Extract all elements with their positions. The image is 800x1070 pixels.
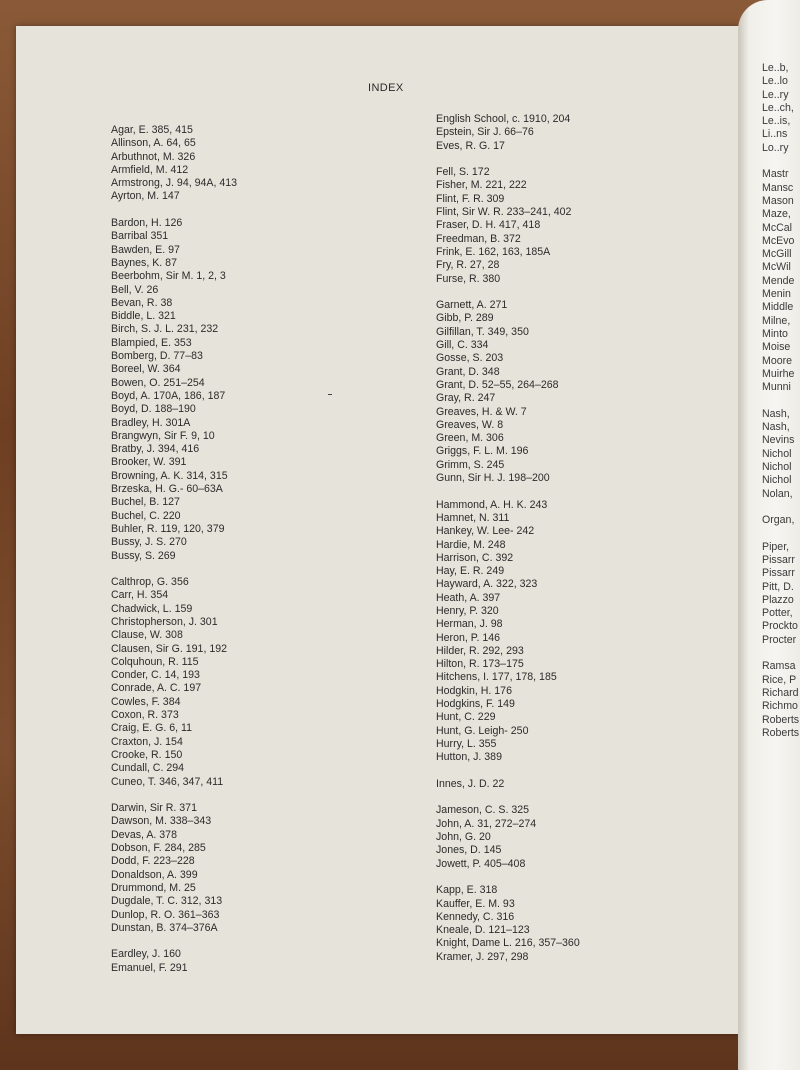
entry-gap — [436, 765, 736, 778]
fragment-line: Richmo — [762, 700, 798, 713]
index-entry: Heron, P. 146 — [436, 631, 501, 644]
index-entry: Dunstan, B. 374–376A — [111, 921, 218, 934]
fragment-line: Organ, — [762, 514, 795, 527]
index-entry: Greaves, H. & W. 7 — [436, 405, 527, 418]
entry-gap — [436, 286, 736, 299]
index-entry: Clause, W. 308 — [111, 629, 183, 642]
index-entry: Garnett, A. 271 — [436, 299, 508, 312]
index-entry: Greaves, W. 8 — [436, 418, 504, 431]
index-entry: Kennedy, C. 316 — [436, 910, 515, 923]
index-entry: Allinson, A. 64, 65 — [111, 137, 196, 150]
fragment-line: Moise — [762, 341, 791, 354]
index-entry: Grant, D. 52–55, 264–268 — [436, 378, 559, 391]
fragment-line: Li..ns — [762, 128, 788, 141]
index-entry: Hunt, G. Leigh- 250 — [436, 724, 529, 737]
index-entry: Bawden, E. 97 — [111, 243, 180, 256]
index-entry: Hunt, C. 229 — [436, 711, 496, 724]
index-entry: Coxon, R. 373 — [111, 709, 179, 722]
entry-gap — [436, 485, 736, 498]
index-entry: Hurry, L. 355 — [436, 737, 497, 750]
index-entry: Epstein, Sir J. 66–76 — [436, 126, 534, 139]
index-entry: Dodd, F. 223–228 — [111, 855, 195, 868]
index-entry: Agar, E. 385, 415 — [111, 124, 193, 136]
fragment-line: Moore — [762, 354, 793, 367]
index-entry: Bussy, S. 269 — [111, 549, 176, 562]
entry-gap — [111, 789, 411, 802]
index-entry: Conder, C. 14, 193 — [111, 669, 200, 682]
index-entry: Hay, E. R. 249 — [436, 565, 505, 578]
entry-gap — [762, 527, 800, 540]
index-entry: Dunlop, R. O. 361–363 — [111, 908, 220, 921]
index-entry: Baynes, K. 87 — [111, 256, 177, 269]
index-entry: Dugdale, T. C. 312, 313 — [111, 895, 223, 908]
index-entry: Blampied, E. 353 — [111, 336, 192, 349]
stray-mark — [328, 394, 332, 395]
index-entry: Harrison, C. 392 — [436, 551, 514, 564]
index-entry: Donaldson, A. 399 — [111, 868, 198, 881]
entry-gap — [111, 563, 411, 576]
fragment-line: Pissarr — [762, 553, 795, 566]
index-entry: Hammond, A. H. K. 243 — [436, 498, 548, 511]
index-entry: Gibb, P. 289 — [436, 312, 494, 325]
index-entry: Crooke, R. 150 — [111, 748, 183, 761]
fragment-line: Mastr — [762, 168, 789, 181]
index-entry: Clausen, Sir G. 191, 192 — [111, 642, 228, 655]
index-page — [16, 26, 740, 1034]
entry-gap — [436, 791, 736, 804]
index-entry: Beerbohm, Sir M. 1, 2, 3 — [111, 270, 226, 283]
index-entry: Bradley, H. 301A — [111, 416, 191, 429]
fragment-line: Le..lo — [762, 75, 788, 88]
index-entry: Emanuel, F. 291 — [111, 961, 188, 974]
index-entry: Eves, R. G. 17 — [436, 139, 505, 152]
index-entry: Dobson, F. 284, 285 — [111, 842, 206, 855]
fragment-line: Prockto — [762, 620, 798, 633]
fragment-line: Nichol — [762, 447, 792, 460]
fragment-line: Plazzo — [762, 593, 794, 606]
fragment-line: Procter — [762, 633, 797, 646]
index-entry: Gill, C. 334 — [436, 339, 489, 352]
page-heading: INDEX — [368, 82, 404, 94]
index-entry: Cowles, F. 384 — [111, 695, 181, 708]
index-entry: Cundall, C. 294 — [111, 762, 185, 775]
fragment-line: Le..b, — [762, 62, 789, 74]
entry-gap — [762, 647, 800, 660]
fragment-line: Le..is, — [762, 115, 791, 128]
fragment-line: Roberts — [762, 713, 800, 726]
index-entry: John, A. 31, 272–274 — [436, 817, 537, 830]
index-entry: Bevan, R. 38 — [111, 296, 173, 309]
index-entry: Calthrop, G. 356 — [111, 576, 189, 589]
index-entry: Innes, J. D. 22 — [436, 777, 505, 790]
index-entry: Bell, V. 26 — [111, 283, 159, 296]
index-entry: Fraser, D. H. 417, 418 — [436, 219, 541, 232]
index-entry: Craig, E. G. 6, 11 — [111, 722, 193, 735]
index-entry: Hilton, R. 173–175 — [436, 658, 524, 671]
index-entry: Biddle, L. 321 — [111, 310, 176, 323]
index-column-left — [111, 124, 411, 975]
index-entry: Hodgkins, F. 149 — [436, 698, 515, 711]
facing-page-edge — [738, 0, 800, 1070]
index-entry: Boreel, W. 364 — [111, 363, 181, 376]
fragment-line: Ramsa — [762, 660, 796, 673]
entry-gap — [436, 153, 736, 166]
index-entry: Fell, S. 172 — [436, 166, 490, 179]
fragment-line: Mansc — [762, 181, 794, 194]
fragment-line: Nash, — [762, 407, 790, 420]
fragment-line: Middle — [762, 301, 794, 314]
index-entry: Darwin, Sir R. 371 — [111, 802, 197, 815]
index-entry: Bratby, J. 394, 416 — [111, 443, 200, 456]
index-entry: Heath, A. 397 — [436, 591, 501, 604]
index-entry: Jones, D. 145 — [436, 844, 502, 857]
index-entry: Bomberg, D. 77–83 — [111, 350, 203, 363]
index-entry: Gray, R. 247 — [436, 392, 496, 405]
fragment-line: Pitt, D. — [762, 580, 794, 593]
index-entry: Devas, A. 378 — [111, 828, 177, 841]
index-entry: Kneale, D. 121–123 — [436, 924, 530, 937]
fragment-line: Milne, — [762, 314, 791, 327]
fragment-line: Richard — [762, 686, 799, 699]
index-entry: Frink, E. 162, 163, 185A — [436, 245, 551, 258]
entry-gap — [762, 394, 800, 407]
index-entry: Griggs, F. L. M. 196 — [436, 445, 529, 458]
index-entry: Flint, F. R. 309 — [436, 192, 505, 205]
index-entry: Armfield, M. 412 — [111, 163, 189, 176]
index-entry: Christopherson, J. 301 — [111, 615, 218, 628]
index-entry: Kramer, J. 297, 298 — [436, 950, 529, 963]
fragment-line: Potter, — [762, 607, 793, 620]
index-entry: Gilfillan, T. 349, 350 — [436, 325, 529, 338]
index-entry: Ayrton, M. 147 — [111, 190, 180, 203]
fragment-line: McWil — [762, 261, 791, 274]
index-entry: Carr, H. 354 — [111, 589, 169, 602]
index-entry: Drummond, M. 25 — [111, 881, 196, 894]
index-entry: English School, c. 1910, 204 — [436, 113, 571, 125]
fragment-line: Nichol — [762, 460, 792, 473]
index-entry: Dawson, M. 338–343 — [111, 815, 212, 828]
index-entry: Hilder, R. 292, 293 — [436, 644, 524, 657]
entry-gap — [436, 871, 736, 884]
index-entry: Hardie, M. 248 — [436, 538, 506, 551]
index-entry: Freedman, B. 372 — [436, 232, 521, 245]
fragment-line: Pissarr — [762, 567, 795, 580]
index-entry: Bussy, J. S. 270 — [111, 536, 187, 549]
entry-gap — [111, 935, 411, 948]
index-entry: John, G. 20 — [436, 831, 491, 844]
fragment-line: Nichol — [762, 474, 792, 487]
index-entry: Jowett, P. 405–408 — [436, 857, 526, 870]
index-entry: Chadwick, L. 159 — [111, 602, 193, 615]
fragment-line: McGill — [762, 248, 792, 261]
index-entry: Grant, D. 348 — [436, 365, 500, 378]
fragment-line: Menin — [762, 288, 791, 301]
fragment-line: Nolan, — [762, 487, 793, 500]
fragment-line: McCal — [762, 221, 793, 234]
entry-gap — [762, 501, 800, 514]
index-entry: Hayward, A. 322, 323 — [436, 578, 538, 591]
index-entry: Buhler, R. 119, 120, 379 — [111, 522, 225, 535]
fragment-line: Minto — [762, 327, 788, 340]
fragment-line: Nevins — [762, 434, 795, 447]
fragment-line: Nash, — [762, 421, 790, 434]
index-entry: Boyd, D. 188–190 — [111, 403, 196, 416]
index-entry: Hankey, W. Lee- 242 — [436, 525, 535, 538]
fragment-line: Mason — [762, 194, 794, 207]
index-entry: Armstrong, J. 94, 94A, 413 — [111, 177, 238, 190]
fragment-line: Lo..ry — [762, 141, 789, 154]
index-entry: Arbuthnot, M. 326 — [111, 150, 196, 163]
fragment-line: Le..ch, — [762, 101, 794, 114]
index-entry: Craxton, J. 154 — [111, 735, 183, 748]
index-entry: Jameson, C. S. 325 — [436, 804, 530, 817]
index-entry: Furse, R. 380 — [436, 272, 501, 285]
index-entry: Bardon, H. 126 — [111, 217, 183, 230]
fragment-line: Piper, — [762, 540, 790, 553]
index-entry: Fry, R. 27, 28 — [436, 259, 500, 272]
index-entry: Eardley, J. 160 — [111, 948, 181, 961]
index-entry: Colquhoun, R. 115 — [111, 655, 199, 668]
index-entry: Buchel, B. 127 — [111, 496, 180, 509]
index-entry: Herman, J. 98 — [436, 618, 503, 631]
fragment-line: Rice, P — [762, 673, 797, 686]
index-entry: Cuneo, T. 346, 347, 411 — [111, 775, 224, 788]
fragment-line: Munni — [762, 381, 791, 394]
index-entry: Boyd, A. 170A, 186, 187 — [111, 389, 226, 402]
index-entry: Henry, P. 320 — [436, 604, 499, 617]
index-entry: Flint, Sir W. R. 233–241, 402 — [436, 206, 572, 219]
index-entry: Gunn, Sir H. J. 198–200 — [436, 472, 550, 485]
index-entry: Brzeska, H. G.- 60–63A — [111, 483, 223, 496]
index-entry: Kapp, E. 318 — [436, 884, 498, 897]
fragment-line: Muirhe — [762, 367, 795, 380]
fragment-line: Mende — [762, 274, 795, 287]
fragment-line: McEvo — [762, 234, 795, 247]
index-entry: Hodgkin, H. 176 — [436, 684, 512, 697]
index-entry: Knight, Dame L. 216, 357–360 — [436, 937, 580, 950]
index-entry: Green, M. 306 — [436, 432, 504, 445]
index-entry: Gosse, S. 203 — [436, 352, 504, 365]
fragment-line: Roberts — [762, 726, 800, 739]
entry-gap — [111, 204, 411, 217]
index-entry: Barribal 351 — [111, 230, 169, 243]
index-entry: Grimm, S. 245 — [436, 458, 505, 471]
index-entry: Kauffer, E. M. 93 — [436, 897, 515, 910]
index-entry: Fisher, M. 221, 222 — [436, 179, 527, 192]
index-entry: Hutton, J. 389 — [436, 751, 502, 764]
fragment-line: Le..ry — [762, 88, 789, 101]
index-entry: Birch, S. J. L. 231, 232 — [111, 323, 219, 336]
index-entry: Buchel, C. 220 — [111, 509, 181, 522]
index-entry: Hamnet, N. 311 — [436, 511, 510, 524]
index-entry: Conrade, A. C. 197 — [111, 682, 202, 695]
index-entry: Brooker, W. 391 — [111, 456, 187, 469]
index-entry: Browning, A. K. 314, 315 — [111, 469, 228, 482]
index-entry: Brangwyn, Sir F. 9, 10 — [111, 429, 215, 442]
index-entry: Bowen, O. 251–254 — [111, 376, 205, 389]
facing-page-index-fragments — [762, 62, 800, 740]
index-entry: Hitchens, I. 177, 178, 185 — [436, 671, 557, 684]
entry-gap — [762, 155, 800, 168]
index-column-right — [436, 113, 736, 964]
fragment-line: Maze, — [762, 208, 791, 221]
